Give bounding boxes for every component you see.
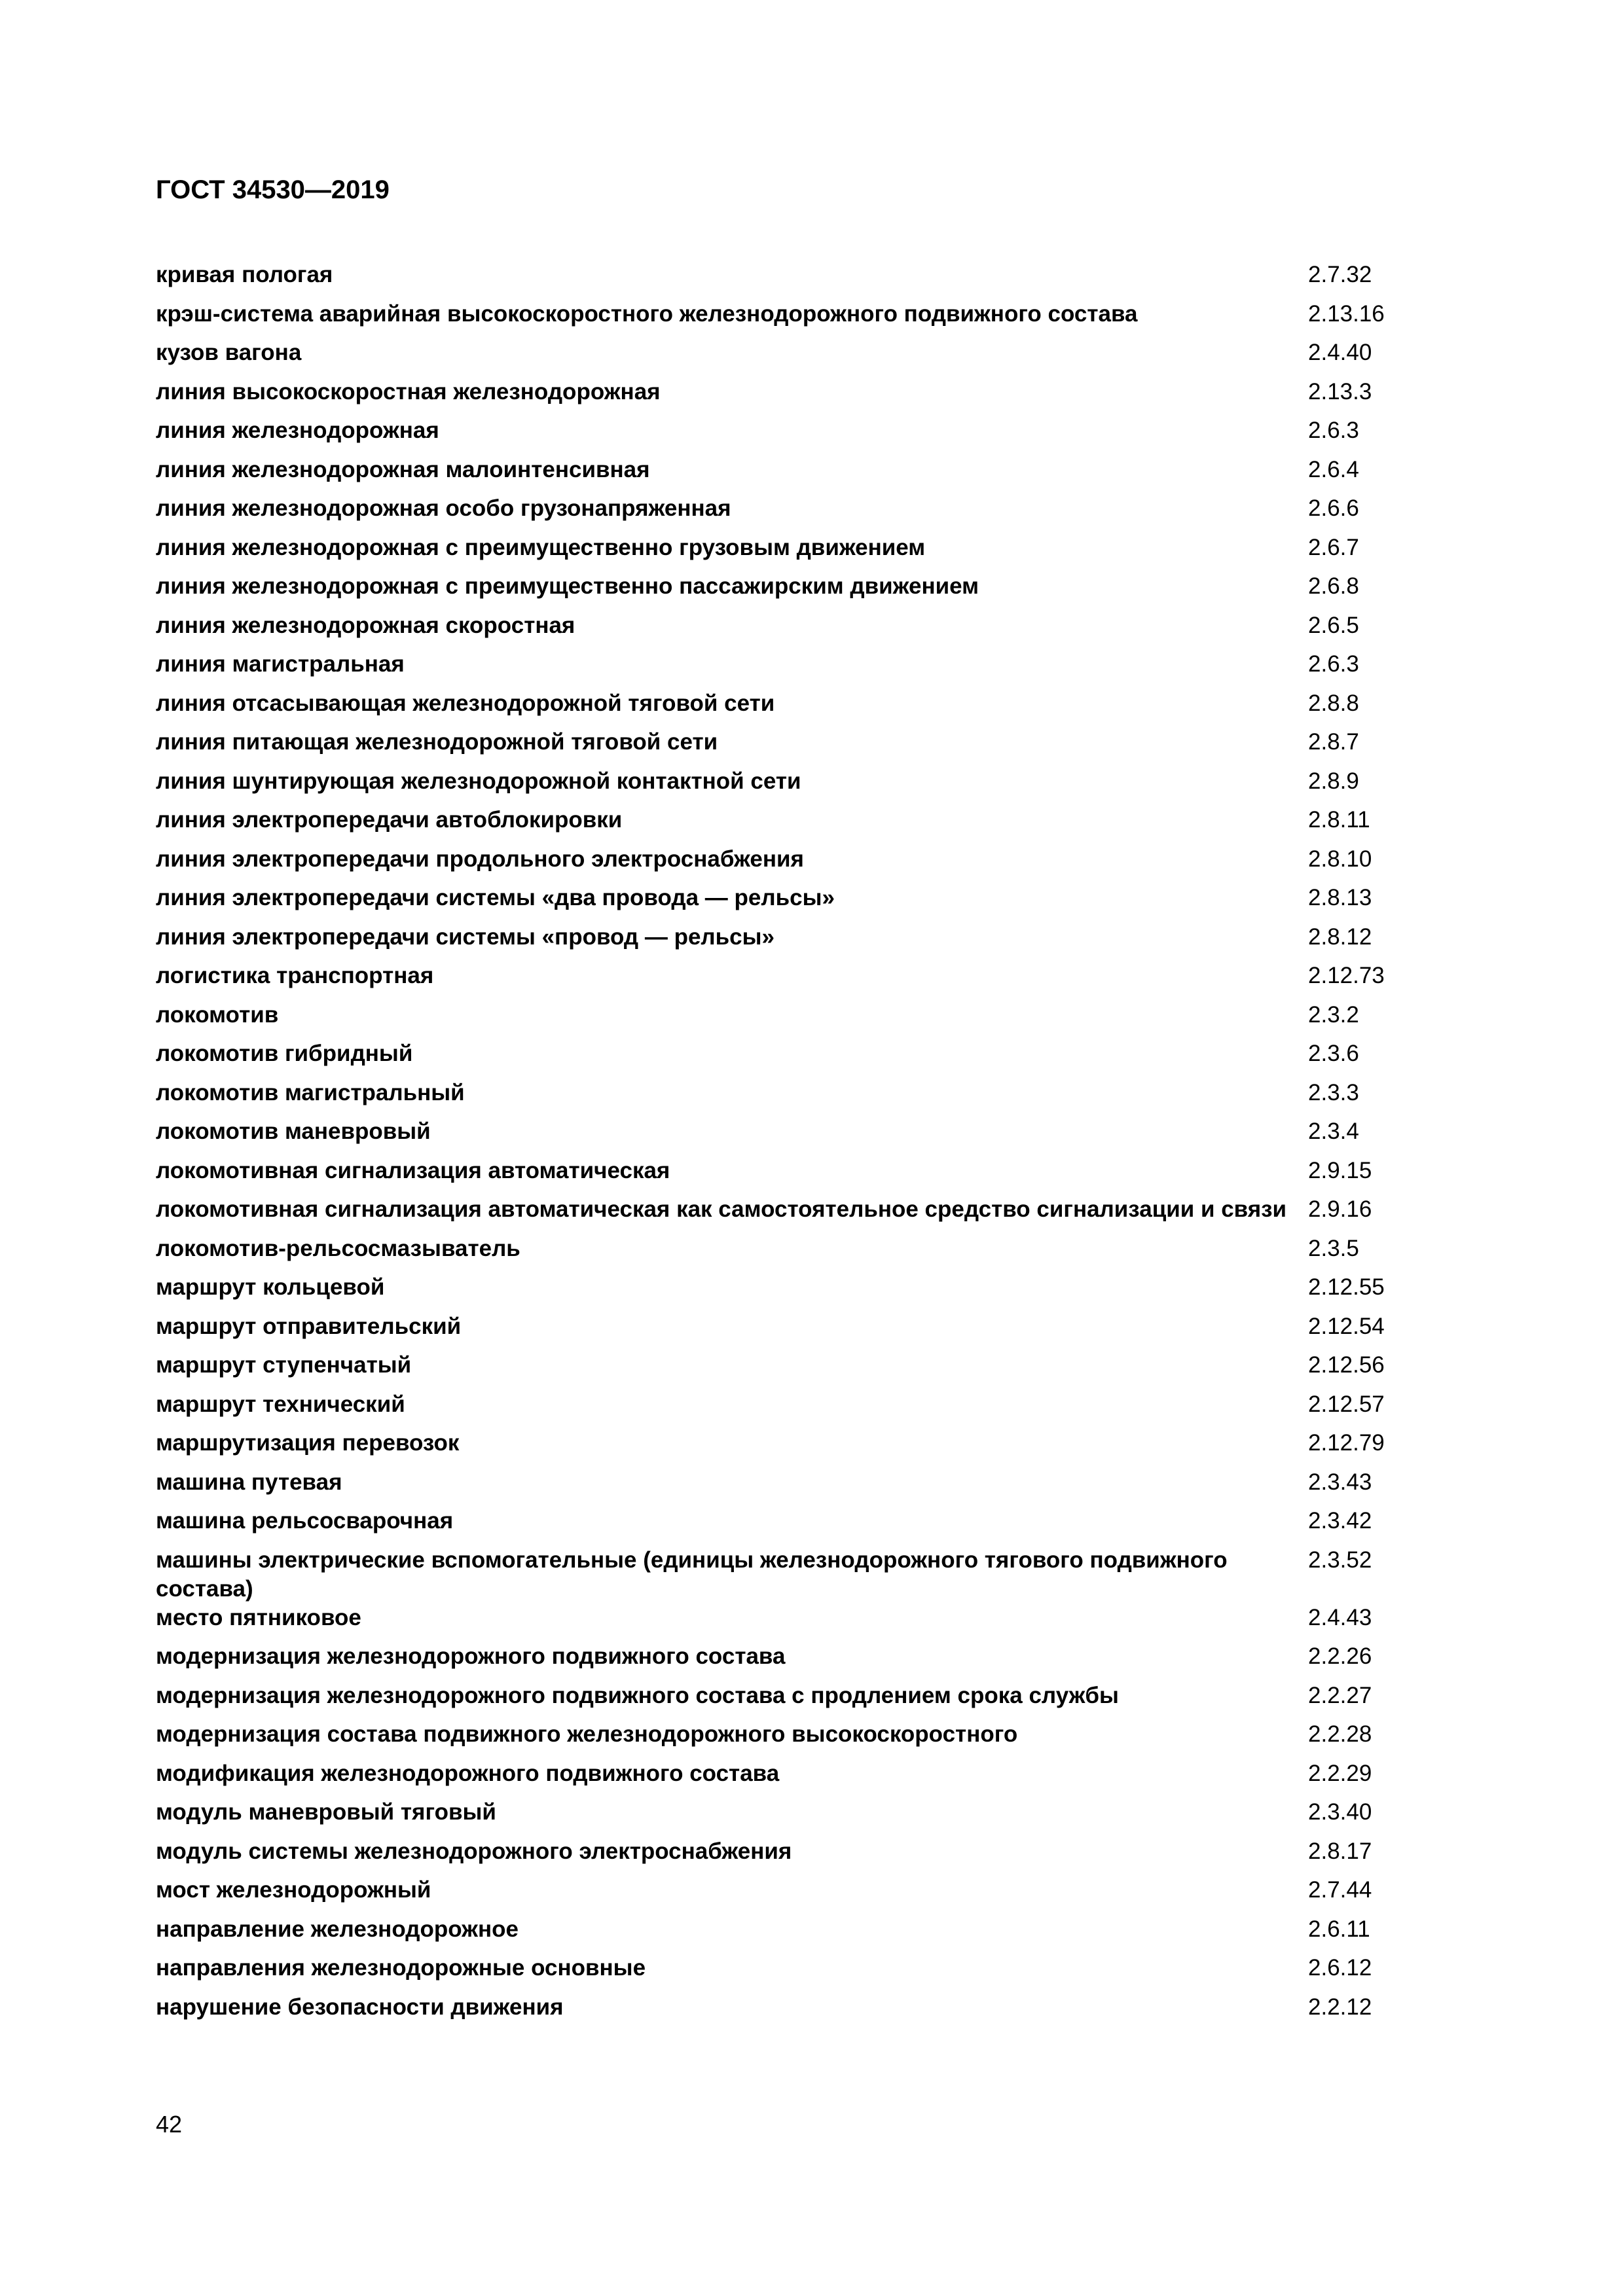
entry-reference: 2.6.6 <box>1308 495 1359 521</box>
index-entry <box>156 1039 1465 1079</box>
entry-reference: 2.12.57 <box>1308 1391 1385 1417</box>
entry-term: линия железнодорожная скоростная <box>156 612 575 638</box>
entry-term: машина путевая <box>156 1469 342 1495</box>
entry-reference: 2.2.26 <box>1308 1643 1372 1669</box>
entry-term: маршрут технический <box>156 1391 405 1417</box>
entry-reference: 2.9.15 <box>1308 1157 1372 1183</box>
entry-term: крэш-система аварийная высокоскоростного железнодорожного подвижного состава <box>156 300 1138 327</box>
entry-reference: 2.8.13 <box>1308 885 1372 910</box>
entry-term: линия магистральная <box>156 651 405 677</box>
entry-reference: 2.8.9 <box>1308 768 1359 794</box>
index-entry <box>156 1954 1465 1993</box>
entry-reference: 2.13.16 <box>1308 300 1385 327</box>
entry-term: модуль системы железнодорожного электроснабжения <box>156 1838 792 1864</box>
entry-reference: 2.6.11 <box>1308 1916 1370 1942</box>
index-entry <box>156 1079 1465 1118</box>
entry-reference: 2.3.52 <box>1308 1547 1372 1573</box>
entry-term: кузов вагона <box>156 340 302 365</box>
index-entry <box>156 1117 1465 1157</box>
entry-reference: 2.4.40 <box>1308 340 1372 365</box>
index-entry <box>156 767 1465 806</box>
index-entry <box>156 456 1465 495</box>
index-entry <box>156 338 1465 378</box>
entry-term: линия железнодорожная особо грузонапряженная <box>156 495 731 521</box>
entry-term: маршрутизация перевозок <box>156 1430 460 1456</box>
entry-term: нарушение безопасности движения <box>156 1994 564 2020</box>
entry-reference: 2.6.4 <box>1308 456 1359 482</box>
index-entry <box>156 1759 1465 1799</box>
entry-reference: 2.3.43 <box>1308 1469 1372 1495</box>
index-entry <box>156 1195 1465 1234</box>
term-index-list <box>156 260 1465 2032</box>
entry-reference: 2.2.27 <box>1308 1682 1372 1708</box>
entry-term: машины электрические вспомогательные (единицы железнодорожного тягового подвижного состава) <box>156 1547 1228 1602</box>
index-entry <box>156 845 1465 884</box>
entry-term: линия железнодорожная с преимущественно пассажирским движением <box>156 573 979 599</box>
index-entry <box>156 1351 1465 1390</box>
entry-term: локомотивная сигнализация автоматическая как самостоятельное средство сигнализации и связи <box>156 1196 1287 1222</box>
entry-term: линия железнодорожная малоинтенсивная <box>156 456 650 482</box>
index-entry <box>156 1157 1465 1196</box>
entry-term: модернизация железнодорожного подвижного состава <box>156 1643 786 1669</box>
index-entry <box>156 1837 1465 1876</box>
index-entry <box>156 1798 1465 1837</box>
entry-term: локомотив маневровый <box>156 1119 431 1144</box>
entry-reference: 2.3.6 <box>1308 1041 1359 1066</box>
index-entry <box>156 1876 1465 1915</box>
entry-reference: 2.3.42 <box>1308 1508 1372 1534</box>
index-entry <box>156 923 1465 962</box>
entry-term: линия железнодорожная с преимущественно грузовым движением <box>156 534 926 560</box>
entry-term: маршрут ступенчатый <box>156 1352 412 1378</box>
entry-term: машина рельсосварочная <box>156 1508 454 1534</box>
entry-reference: 2.7.32 <box>1308 262 1372 287</box>
entry-term: локомотивная сигнализация автоматическая <box>156 1157 670 1183</box>
entry-reference: 2.6.12 <box>1308 1955 1372 1981</box>
entry-reference: 2.12.79 <box>1308 1430 1385 1456</box>
entry-reference: 2.2.12 <box>1308 1994 1372 2020</box>
index-entry <box>156 1993 1465 2032</box>
index-entry <box>156 1915 1465 1954</box>
entry-reference: 2.2.29 <box>1308 1760 1372 1786</box>
entry-reference: 2.6.5 <box>1308 612 1359 638</box>
entry-term: модуль маневровый тяговый <box>156 1799 496 1825</box>
index-entry <box>156 1604 1465 1643</box>
entry-reference: 2.8.10 <box>1308 846 1372 872</box>
entry-reference: 2.12.54 <box>1308 1313 1385 1339</box>
index-entry <box>156 689 1465 728</box>
index-entry <box>156 1001 1465 1040</box>
entry-reference: 2.12.56 <box>1308 1352 1385 1378</box>
entry-reference: 2.4.43 <box>1308 1604 1372 1630</box>
entry-term: кривая пологая <box>156 262 333 287</box>
entry-reference: 2.8.7 <box>1308 729 1359 755</box>
entry-term: маршрут отправительский <box>156 1313 462 1339</box>
index-entry <box>156 533 1465 573</box>
entry-term: модернизация железнодорожного подвижного состава с продлением срока службы <box>156 1682 1119 1708</box>
entry-term: локомотив магистральный <box>156 1079 465 1105</box>
index-entry <box>156 1642 1465 1681</box>
entry-reference: 2.8.8 <box>1308 690 1359 716</box>
entry-term: линия питающая железнодорожной тяговой сети <box>156 729 718 755</box>
index-entry <box>156 806 1465 845</box>
index-entry <box>156 1234 1465 1274</box>
entry-reference: 2.6.7 <box>1308 534 1359 560</box>
entry-reference: 2.6.3 <box>1308 418 1359 443</box>
entry-term: модернизация состава подвижного железнодорожного высокоскоростного <box>156 1721 1018 1747</box>
entry-term: линия железнодорожная <box>156 418 439 443</box>
entry-reference: 2.6.3 <box>1308 651 1359 677</box>
index-entry <box>156 1390 1465 1429</box>
index-entry <box>156 961 1465 1001</box>
entry-term: локомотив гибридный <box>156 1041 413 1066</box>
index-entry <box>156 1507 1465 1546</box>
index-entry <box>156 1312 1465 1352</box>
page-number: 42 <box>156 2111 183 2138</box>
index-entry <box>156 378 1465 417</box>
entry-reference: 2.3.40 <box>1308 1799 1372 1825</box>
entry-reference: 2.3.2 <box>1308 1001 1359 1028</box>
index-entry <box>156 884 1465 923</box>
entry-reference: 2.12.73 <box>1308 963 1385 988</box>
entry-term: место пятниковое <box>156 1604 361 1630</box>
index-entry <box>156 650 1465 689</box>
entry-term: линия шунтирующая железнодорожной контактной сети <box>156 768 801 794</box>
index-entry <box>156 1273 1465 1312</box>
entry-term: маршрут кольцевой <box>156 1274 385 1300</box>
entry-term: модификация железнодорожного подвижного состава <box>156 1760 780 1786</box>
entry-term: линия электропередачи системы «провод — рельсы» <box>156 924 775 950</box>
index-entry <box>156 1546 1465 1604</box>
index-entry <box>156 1468 1465 1507</box>
entry-term: локомотив-рельсосмазыватель <box>156 1235 520 1261</box>
index-entry <box>156 611 1465 651</box>
index-entry <box>156 416 1465 456</box>
entry-reference: 2.13.3 <box>1308 378 1372 404</box>
index-entry <box>156 260 1465 300</box>
entry-reference: 2.3.4 <box>1308 1119 1359 1144</box>
entry-reference: 2.9.16 <box>1308 1196 1372 1222</box>
entry-term: линия отсасывающая железнодорожной тяговой сети <box>156 690 775 716</box>
index-entry <box>156 494 1465 533</box>
entry-reference: 2.2.28 <box>1308 1721 1372 1747</box>
index-entry <box>156 300 1465 339</box>
entry-term: мост железнодорожный <box>156 1877 431 1903</box>
entry-term: линия высокоскоростная железнодорожная <box>156 378 661 404</box>
entry-reference: 2.8.12 <box>1308 924 1372 950</box>
entry-reference: 2.8.11 <box>1308 807 1370 833</box>
entry-reference: 2.3.5 <box>1308 1235 1359 1261</box>
entry-reference: 2.6.8 <box>1308 573 1359 599</box>
index-entry <box>156 1429 1465 1468</box>
index-entry <box>156 728 1465 767</box>
document-title: ГОСТ 34530—2019 <box>156 175 390 204</box>
entry-term: локомотив <box>156 1001 279 1028</box>
entry-reference: 2.8.17 <box>1308 1838 1372 1864</box>
entry-reference: 2.3.3 <box>1308 1079 1359 1105</box>
entry-reference: 2.7.44 <box>1308 1877 1372 1903</box>
entry-term: направление железнодорожное <box>156 1916 519 1942</box>
index-entry <box>156 1720 1465 1759</box>
index-entry <box>156 572 1465 611</box>
entry-term: направления железнодорожные основные <box>156 1955 646 1981</box>
entry-term: линия электропередачи системы «два провода — рельсы» <box>156 885 835 910</box>
entry-term: логистика транспортная <box>156 963 434 988</box>
entry-term: линия электропередачи автоблокировки <box>156 807 623 833</box>
entry-term: линия электропередачи продольного электроснабжения <box>156 846 804 872</box>
index-entry <box>156 1681 1465 1721</box>
entry-reference: 2.12.55 <box>1308 1274 1385 1300</box>
